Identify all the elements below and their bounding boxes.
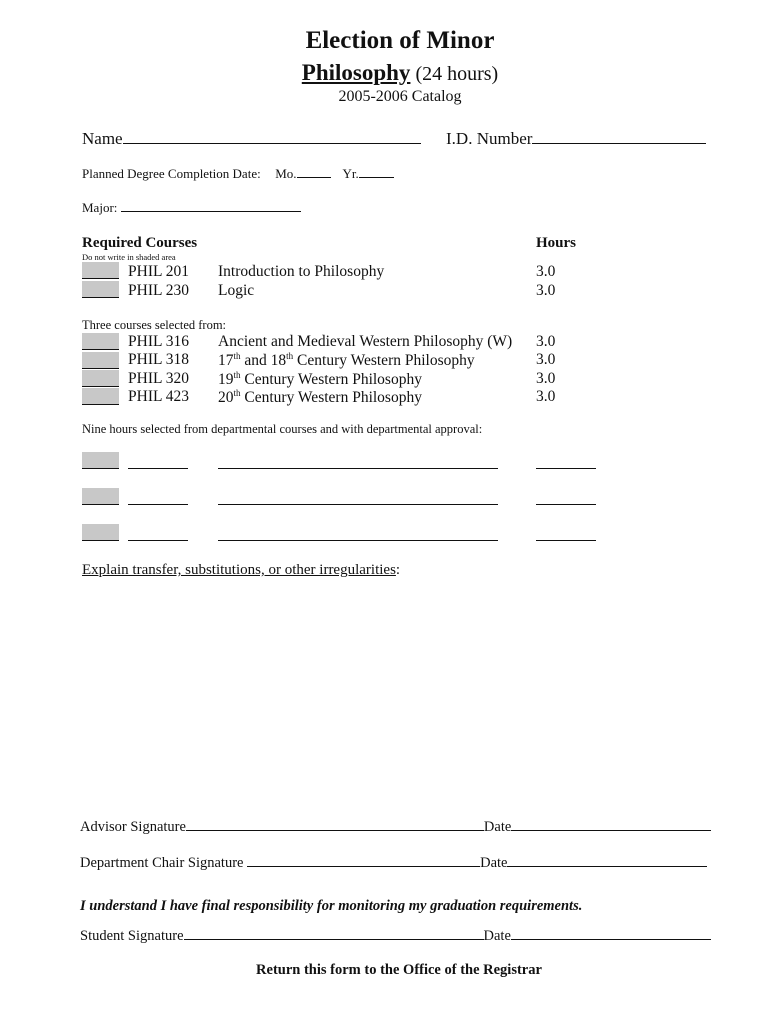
course-code: PHIL 316	[128, 333, 189, 350]
course-hours: 3.0	[536, 388, 556, 405]
chair-signature-row	[80, 853, 707, 872]
required-heading: Required Courses	[82, 235, 198, 251]
elective-heading: Nine hours selected from departmental courses and with departmental approval:	[82, 422, 483, 436]
advisor-signature-field[interactable]	[186, 817, 484, 831]
name-field[interactable]	[123, 128, 421, 144]
course-hours: 3.0	[536, 351, 556, 368]
shaded-box	[82, 352, 119, 369]
return-instructions: Return this form to the Office of the Registrar	[256, 962, 542, 978]
id-number-label: I.D. Number	[446, 129, 533, 148]
course-code: PHIL 230	[128, 282, 189, 299]
course-code: PHIL 320	[128, 370, 189, 387]
major-label: Major:	[82, 200, 118, 215]
course-title: Logic	[218, 282, 255, 299]
name-label: Name	[82, 129, 123, 148]
id-row	[446, 128, 706, 149]
major-row	[82, 200, 301, 216]
selected-heading: Three courses selected from:	[82, 318, 227, 332]
course-hours: 3.0	[536, 370, 556, 387]
shaded-box	[82, 524, 119, 541]
student-date-field[interactable]	[511, 926, 711, 940]
course-code: PHIL 423	[128, 388, 189, 405]
course-hours: 3.0	[536, 282, 556, 299]
elective-title-field[interactable]	[218, 540, 498, 541]
elective-hours-field[interactable]	[536, 540, 596, 541]
completion-label: Planned Degree Completion Date:	[82, 166, 261, 181]
shaded-box	[82, 488, 119, 505]
elective-code-field[interactable]	[128, 504, 188, 505]
course-title: Ancient and Medieval Western Philosophy (W)	[218, 333, 513, 350]
shaded-box	[82, 452, 119, 469]
elective-hours-field[interactable]	[536, 504, 596, 505]
shaded-box	[82, 262, 119, 279]
student-signature-field[interactable]	[184, 926, 484, 940]
acknowledgement: I understand I have final responsibility for monitoring my graduation requirements.	[80, 898, 583, 914]
chair-signature-field[interactable]	[247, 853, 480, 867]
irregularities-area[interactable]	[82, 590, 702, 800]
course-code: PHIL 201	[128, 263, 189, 280]
minor-subject: Philosophy	[301, 60, 411, 85]
hours-heading: Hours	[536, 235, 577, 251]
course-hours: 3.0	[536, 263, 556, 280]
minor-hours-note: (24 hours)	[415, 63, 499, 85]
shaded-box	[82, 370, 119, 387]
date-label: Date	[483, 928, 511, 944]
form-title: Election of Minor	[305, 27, 495, 54]
completion-row	[82, 166, 394, 182]
elective-hours-field[interactable]	[536, 468, 596, 469]
irregularities-label: Explain transfer, substitutions, or other irregularities:	[82, 562, 401, 578]
shaded-box	[82, 388, 119, 405]
catalog-year: 2005-2006 Catalog	[338, 88, 462, 105]
major-field[interactable]	[121, 200, 301, 212]
elective-title-field[interactable]	[218, 468, 498, 469]
course-title: 19th Century Western Philosophy	[218, 370, 422, 389]
chair-signature-label: Department Chair Signature	[80, 855, 244, 871]
shaded-area-note: Do not write in shaded area	[82, 252, 176, 262]
chair-date-field[interactable]	[507, 853, 707, 867]
course-title: 20th Century Western Philosophy	[218, 388, 422, 407]
shaded-box	[82, 281, 119, 298]
advisor-date-field[interactable]	[511, 817, 711, 831]
year-label: Yr.	[342, 166, 359, 181]
elective-code-field[interactable]	[128, 540, 188, 541]
elective-title-field[interactable]	[218, 504, 498, 505]
id-number-field[interactable]	[532, 128, 706, 144]
month-label: Mo.	[275, 166, 297, 181]
course-title: Introduction to Philosophy	[218, 263, 385, 280]
year-field[interactable]	[359, 166, 394, 178]
course-hours: 3.0	[536, 333, 556, 350]
date-label: Date	[480, 855, 508, 871]
shaded-box	[82, 333, 119, 350]
form-subtitle	[0, 60, 770, 86]
student-signature-row	[80, 926, 711, 945]
advisor-signature-row	[80, 817, 711, 836]
course-title: 17th and 18th Century Western Philosophy	[218, 351, 475, 370]
date-label: Date	[483, 819, 512, 835]
student-signature-label: Student Signature	[80, 928, 184, 944]
elective-code-field[interactable]	[128, 468, 188, 469]
course-code: PHIL 318	[128, 351, 189, 368]
name-row	[82, 128, 421, 149]
month-field[interactable]	[297, 166, 331, 178]
advisor-signature-label: Advisor Signature	[80, 819, 186, 835]
